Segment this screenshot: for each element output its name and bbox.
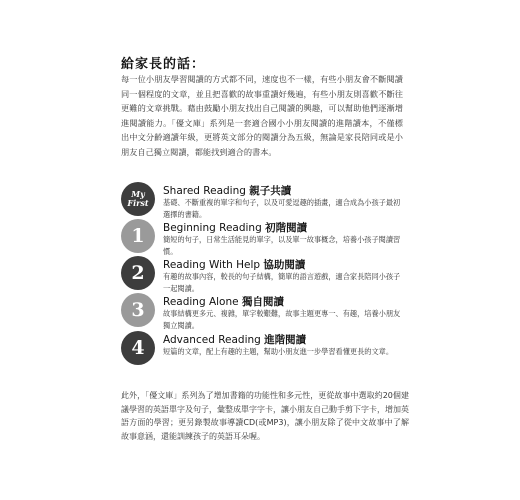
level-name bbox=[163, 220, 307, 235]
level-name-zh: 親子共讀 bbox=[249, 185, 292, 197]
level-name-en: Reading Alone bbox=[163, 296, 239, 308]
level-badge-4 bbox=[121, 331, 155, 365]
closing-paragraph: 此外，「優文庫」系列為了增加書籍的功能性和多元性，更從故事中選取約20個建議學習的英語單字及句子，彙整成單字字卡，讓小朋友自己動手剪下字卡，增加英語方面的學習；更另錄製故事導讀CD(或MP3)，讓小朋友除了從中文故事中了解故事意涵，還能訓練孩子的英語耳朵喔。 bbox=[121, 391, 409, 441]
level-name-en: Beginning Reading bbox=[163, 222, 262, 234]
level-4 bbox=[121, 331, 411, 375]
level-name-zh: 協助閱讀 bbox=[263, 259, 306, 271]
level-description: 有趣的故事內容，較長的句子結構，簡單的語言遊戲，適合家長陪同小孩子一起閱讀。 bbox=[163, 272, 401, 293]
level-description: 短篇的文章，配上有趣的主題，幫助小朋友進一步學習看懂更長的文章。 bbox=[163, 347, 394, 356]
level-badge-2 bbox=[121, 256, 155, 290]
page-title: 給家長的話： bbox=[121, 57, 206, 72]
badge-number: 4 bbox=[131, 336, 145, 359]
level-name-zh: 初階閱讀 bbox=[265, 222, 308, 234]
level-badge-my-first bbox=[121, 182, 155, 216]
level-name bbox=[163, 257, 305, 272]
level-name-zh: 進階閱讀 bbox=[264, 334, 307, 346]
level-name bbox=[163, 294, 284, 309]
level-badge-3 bbox=[121, 293, 155, 327]
level-name-zh: 獨自閱讀 bbox=[241, 296, 284, 308]
level-name bbox=[163, 332, 306, 347]
level-name-en: Shared Reading bbox=[163, 185, 246, 197]
badge-number: 1 bbox=[131, 224, 145, 247]
level-badge-1 bbox=[121, 219, 155, 253]
level-name-en: Reading With Help bbox=[163, 259, 261, 271]
intro-paragraph: 每一位小朋友學習閱讀的方式都不同，速度也不一樣，有些小朋友會不斷閱讀同一個程度的文章，並且把喜歡的故事重讀好幾遍，有些小朋友則喜歡不斷往更難的文章挑戰。藉由鼓勵小朋友找出自己閱讀的興趣，可以幫助他們逐漸增進閱讀能力。「優文庫」系列是一套適合國小小朋友閱讀的進階讀本，不僅標出中文分齡適讀年級，更將英文部分的閱讀分為五級，無論是家長陪同或是小朋友自己獨立閱讀，都能找到適合的書本。 bbox=[121, 74, 403, 157]
badge-number: 3 bbox=[131, 298, 145, 321]
level-name-en: Advanced Reading bbox=[163, 334, 261, 346]
badge-word-my: My bbox=[131, 189, 145, 199]
level-description: 故事結構更多元、複雜，單字較艱難，故事主題更專一、有趣，培養小朋友獨立閱讀。 bbox=[163, 309, 401, 330]
level-description: 簡短的句子，日常生活能見的單字，以及單一故事概念，培養小孩子閱讀習慣。 bbox=[163, 235, 401, 256]
level-name bbox=[163, 183, 291, 198]
level-description: 基礎、不斷重複的單字和句子，以及可愛逗趣的插畫，適合成為小孩子最初選擇的書籍。 bbox=[163, 198, 401, 219]
badge-number: 2 bbox=[131, 261, 145, 284]
badge-word-first: First bbox=[127, 198, 149, 208]
